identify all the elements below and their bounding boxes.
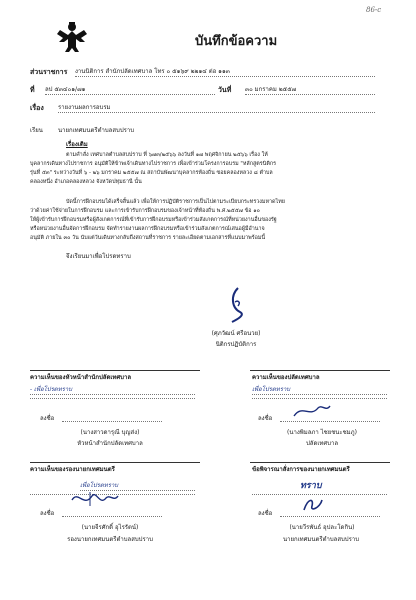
mayor-signature-icon <box>300 494 326 514</box>
deputy-mayor-position: รองนายกเทศมนตรีตำบลสบปราบ <box>67 536 153 543</box>
deputy-mayor-sign-label: ลงชื่อ <box>40 510 55 517</box>
deputy-clerk-sign-label: ลงชื่อ <box>40 415 55 422</box>
clerk-title: ความเห็นของปลัดเทศบาล <box>252 374 320 381</box>
para2-line: ว่าด้วยค่าใช้จ่ายในการฝึกอบรม และการเข้ารับการฝึกอบรมของเจ้าหน้าที่ท้องถิ่น พ.ศ.๒๕๕๗ ข้อ ๑๐ <box>30 208 260 214</box>
agency-value: งานนิติการ สำนักปลัดเทศบาล โทร ๐ ๕๑๖๙ ๒๒๑๔ ต่อ ๑๑๓ <box>75 68 375 77</box>
para1-line: ตามคำสั่ง เทศบาลตำบลสบปราบ ที่ ๖๗๓/๒๕๖๖ ลงวันที่ ๑๗ พฤศจิกายน ๒๕๖๖ เรื่อง ให้ <box>66 152 268 158</box>
salutation-value: นายกเทศมนตรีตำบลสบปราบ <box>58 127 135 134</box>
subject-label: เรื่อง <box>30 104 44 112</box>
signature-icon <box>226 286 250 326</box>
deputy-clerk-title: ความเห็นของหัวหน้าสำนักปลัดเทศบาล <box>30 374 132 381</box>
agency-label: ส่วนราชการ <box>30 68 68 76</box>
mayor-name: (นายวีรพันธ์ อุปละโดกิน) <box>289 524 355 531</box>
deputy-mayor-comment: เพื่อโปรดทราบ <box>80 482 195 491</box>
section-title: เรื่องเดิม <box>66 141 88 148</box>
deputy-mayor-signature-icon <box>70 488 120 510</box>
para2-line: อนุมัติ ภายใน ๓๐ วัน นับแต่วันเดินทางกลับถึงสถานที่ราชการ รายละเอียดตามเอกสารที่แนบมาพร้อมนี้ <box>30 235 266 241</box>
ref-value: ลป ๕๓๔๐๑/๗๑ <box>45 86 215 95</box>
para1-line: บุคลากรเดินทางไปราชการ อนุมัติให้ข้าพเจ้าเดินทางไปราชการ เพื่อเข้าร่วมโครงการอบรม "หลักสูตรนิติกร <box>30 161 277 167</box>
signer-position: นิติกรปฏิบัติการ <box>215 341 257 348</box>
deputy-clerk-position: หัวหน้าสำนักปลัดเทศบาล <box>77 440 143 447</box>
mayor-sign-label: ลงชื่อ <box>258 510 273 517</box>
clerk-sign-label: ลงชื่อ <box>258 415 273 422</box>
para2-line: บัดนี้การฝึกอบรมได้เสร็จสิ้นแล้ว เพื่อให้การปฏิบัติราชการเป็นไปตามระเบียบกระทรวงมหาดไทย <box>66 199 285 205</box>
para1-line: คลองหนึ่ง อำเภอคลองหลวง จังหวัดปทุมธานี นั้น <box>30 179 142 185</box>
deputy-clerk-comment: - เพื่อโปรดทราบ <box>30 386 195 395</box>
clerk-position: ปลัดเทศบาล <box>305 440 339 447</box>
corner-note: 86-c <box>366 6 382 14</box>
closing-text: จึงเรียนมาเพื่อโปรดทราบ <box>66 253 131 260</box>
document-title: บันทึกข้อความ <box>195 34 278 49</box>
garuda-emblem-icon <box>54 20 90 56</box>
date-label: วันที่ <box>218 86 232 94</box>
mayor-comment: ทราบ <box>300 481 322 491</box>
signer-name: (ศุภวัฒน์ ศรีอนวย) <box>211 330 261 337</box>
date-value: ๓๐ มกราคม ๒๕๕๗ <box>245 86 375 95</box>
para1-line: รุ่นที่ ๕๓" ระหว่างวันที่ ๖ - ๒๖ มกราคม ๒๕๕๗ ณ สถาบันพัฒนาบุคลากรท้องถิ่น ซอยคลองหลวง ๘ ตำบล <box>30 170 273 176</box>
ref-label: ที่ <box>30 86 35 94</box>
para2-line: หรือหน่วยงานอื่นจัดการฝึกอบรม จัดทำรายงานผลการฝึกอบรมหรือเข้าร่วมสังเกตการณ์เสนอผู้มีอำนาจ <box>30 226 265 232</box>
clerk-signature-icon <box>292 402 332 420</box>
clerk-name: (นางพิมลภา ไชยชนะชมภู) <box>287 429 357 436</box>
mayor-title: ข้อพิจารณาสั่งการของนายกเทศมนตรี <box>252 466 350 473</box>
deputy-mayor-name: (นายจีรศักดิ์ อุไรรัตน์) <box>81 524 139 531</box>
deputy-mayor-title: ความเห็นของรองนายกเทศมนตรี <box>30 466 115 473</box>
salutation-label: เรียน <box>30 127 43 134</box>
subject-value: รายงานผลการอบรม <box>58 104 375 113</box>
para2-line: ให้ผู้เข้ารับการฝึกอบรมหรือผู้สังเกตการณ์ที่เข้ารับการฝึกอบรมหรือเข้าร่วมสังเกตการณ์ที่หน่วยงานอื่นของรัฐ <box>30 217 277 223</box>
deputy-clerk-name: (นางสาวดารุณี บุญส่ง) <box>80 429 140 436</box>
mayor-position: นายกเทศมนตรีตำบลสบปราบ <box>282 536 360 543</box>
clerk-comment: เพื่อโปรดทราบ <box>252 386 387 395</box>
